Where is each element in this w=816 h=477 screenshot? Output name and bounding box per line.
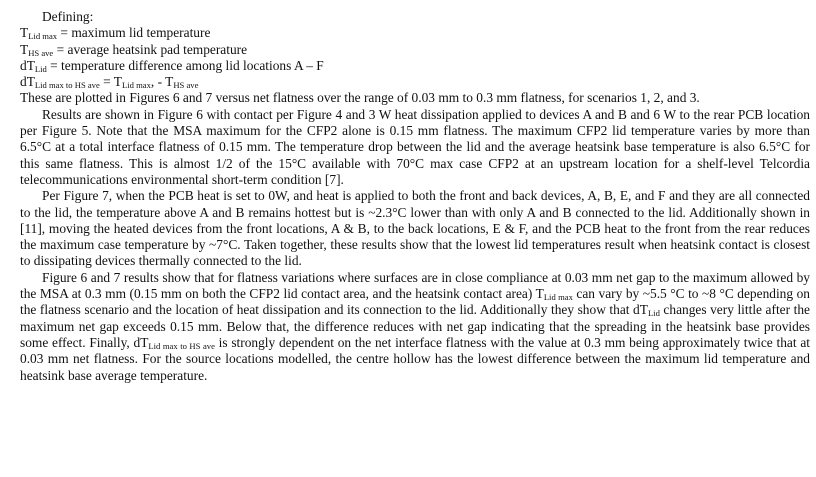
paragraph-results-figure-7: Per Figure 7, when the PCB heat is set to 0W, and heat is applied to both the front and back devices, A, B, E, and F and they are all connected to the lid, the temperature above A and B remains hottest but is ~2.3°C lower than with only A and B connected to the lid. Additionally shown in [11], moving the heated devices from the front locations, A & B, to the back locations, E & F, and the PCB heat to the front from the rear reduces the maximum case temperature by ~7°C. Taken together, these results show that the lowest lid temperatures result when heatsink contact is closest to dissipating devices thermally connected to the lid. [20,188,810,269]
definition-item [20,42,810,58]
definitions-summary-text: These are plotted in Figures 6 and 7 versus net flatness over the range of 0.03 mm to 0.3 mm flatness, for scenarios 1, 2, and 3. [20,90,700,106]
definition-text: = average heatsink pad temperature [53,41,248,57]
equation-minus: , - T [150,74,174,90]
definitions-heading [20,9,810,25]
definition-subscript: Lid max [28,31,58,42]
definition-subscript: Lid [34,63,47,74]
definition-subscript: HS ave [28,47,54,58]
paragraph-subscript: Lid [647,308,660,319]
paragraph-text: is strongly dependent on the net interface flatness with the value at 0.3 mm being approximately twice that at 0.03 mm net flatness. For the source locations modelled, the centre hollow has the lowest difference between the maximum lid temperature and heatsink base average temperature. [20,334,810,383]
paragraph-text: Figure 6 and 7 results show that for flatness variations where surfaces are in close compliance at 0.03 mm net gap to the maximum allowed by the MSA at 0.3 mm (0.15 mm on both the CFP2 lid contact area, and the heatsink contact area) T [20,269,810,302]
definition-text: = temperature difference among lid locations A – F [46,57,324,73]
equation-lhs-symbol: dT [20,74,35,90]
paragraph-conclusions [20,270,810,384]
definition-symbol: dT [20,57,35,73]
paragraph-subscript: Lid max to HS ave [148,340,215,351]
equation-lhs-subscript: Lid max to HS ave [34,80,100,91]
definitions-heading-text: Defining: [42,9,94,24]
equation-rhs2-subscript: HS ave [173,80,199,91]
equation-equals: = T [99,74,122,90]
equation-rhs1-subscript: Lid max [121,80,151,91]
document-page [20,9,810,384]
paragraph-results-figure-6: Results are shown in Figure 6 with contact per Figure 4 and 3 W heat dissipation applied to devices A and B and 6 W to the rear PCB location per Figure 5. Note that the MSA maximum for the CFP2 alone is 0.15 mm flatness. The maximum CFP2 lid temperature varies by more than 6.5°C at a total interface flatness of 0.15 mm. The temperature drop between the lid and the average heatsink base temperature is also 6.5°C for this same flatness. This is almost 1/2 of the 15°C available with 70°C max case CFP2 at an upstream location for a shelf-level Telcordia telecommunications environmental short-term condition [7]. [20,106,810,187]
definition-item [20,25,810,41]
definition-symbol: T [20,25,29,41]
definition-symbol: T [20,41,29,57]
paragraph-text: can vary by ~5.5 °C to ~8 °C depending on the flatness scenario and the location of heat dissipation and its connection to the lid. Additionally they show that dT [20,286,810,318]
definition-item [20,58,810,74]
definition-equation [20,74,810,90]
paragraph-text: changes very little after the maximum net gap exceeds 0.15 mm. Below that, the difference reduces with net gap indicating that the spreading in the heatsink base provides some effect. Finally, dT [20,302,810,350]
paragraph-subscript: Lid max [543,292,573,303]
definition-text: = maximum lid temperature [57,25,211,41]
definitions-summary [20,90,810,106]
